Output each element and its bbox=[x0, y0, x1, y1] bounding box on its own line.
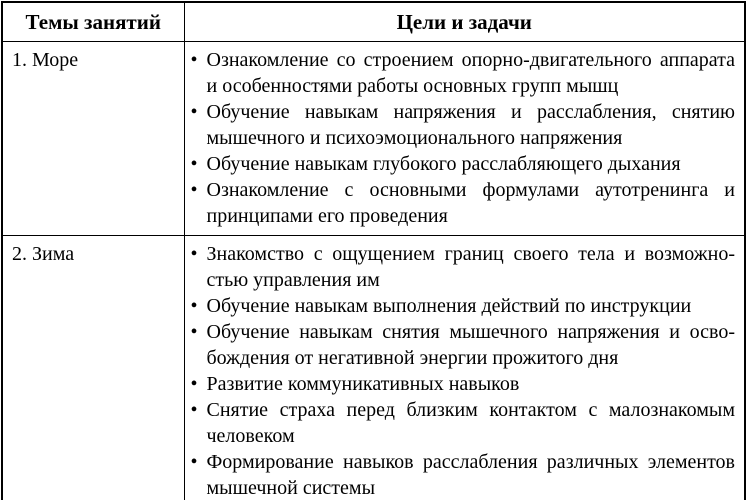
goal-text: Ознакомление со строением опорно-двигательного аппарата и особенностями работы основных групп мышц bbox=[206, 49, 735, 97]
list-item bbox=[185, 371, 736, 397]
lesson-plan-table bbox=[1, 1, 746, 500]
goal-text: Развитие коммуникативных навыков bbox=[206, 373, 520, 395]
list-item bbox=[185, 319, 736, 371]
goal-text: Обучение навыкам глубокого расслабляющего дыхания bbox=[206, 153, 681, 175]
goals-cell-winter bbox=[184, 236, 745, 500]
goal-text: Обучение навыкам выполнения действий по инструкции bbox=[206, 295, 692, 317]
goal-text: Знакомство с ощущением границ своего тела и возможностью управления им bbox=[206, 243, 735, 291]
column-header-goals: Цели и задачи bbox=[184, 2, 745, 42]
list-item bbox=[185, 177, 736, 229]
header-row bbox=[2, 2, 745, 42]
bullet-icon: • bbox=[190, 101, 198, 123]
table-row-winter bbox=[2, 236, 745, 500]
bullet-icon: • bbox=[190, 295, 198, 317]
column-header-topics: Темы занятий bbox=[2, 2, 184, 42]
bullet-icon: • bbox=[190, 153, 198, 175]
goals-list bbox=[185, 47, 736, 229]
bullet-icon: • bbox=[190, 179, 198, 201]
bullet-icon: • bbox=[190, 451, 198, 473]
bullet-icon: • bbox=[190, 399, 198, 421]
table-row-sea bbox=[2, 42, 745, 236]
list-item bbox=[185, 241, 736, 293]
list-item bbox=[185, 397, 736, 449]
list-item bbox=[185, 99, 736, 151]
bullet-icon: • bbox=[190, 321, 198, 343]
goal-text: Снятие страха перед близким контактом с малознакомым человеком bbox=[206, 399, 735, 447]
bullet-icon: • bbox=[190, 243, 198, 265]
list-item bbox=[185, 293, 736, 319]
bullet-icon: • bbox=[190, 373, 198, 395]
list-item bbox=[185, 47, 736, 99]
goal-text: Ознакомление с основными формулами аутотренинга и принципами его проведения bbox=[206, 179, 735, 227]
list-item bbox=[185, 151, 736, 177]
goal-text: Обучение навыкам снятия мышечного напряжения и освобождения от негативной энергии прожитого дня bbox=[206, 321, 735, 369]
list-item bbox=[185, 449, 736, 500]
topic-cell-sea: 1. Море bbox=[2, 42, 184, 236]
topic-cell-winter: 2. Зима bbox=[2, 236, 184, 500]
goals-list bbox=[185, 241, 736, 500]
goals-cell-sea bbox=[184, 42, 745, 236]
goal-text: Формирование навыков расслабления различных элементов мышечной системы bbox=[206, 451, 735, 499]
goal-text: Обучение навыкам напряжения и расслабления, снятию мышечного и психоэмоционального напряжения bbox=[206, 101, 735, 149]
bullet-icon: • bbox=[190, 49, 198, 71]
